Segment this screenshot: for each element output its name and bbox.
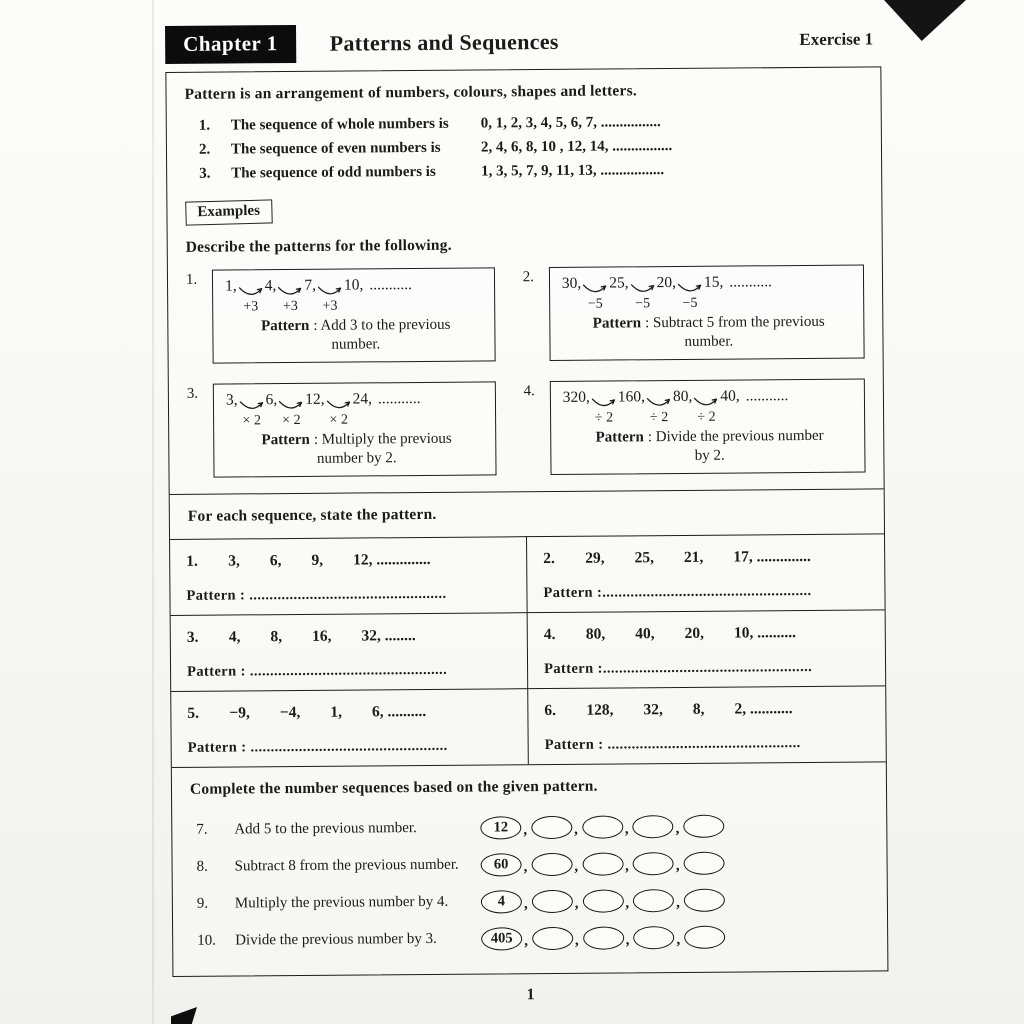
sequence-term: 3, [225,391,238,409]
sequence-term: 24, [352,390,373,408]
sequence-term: −9, [229,704,250,722]
start-value-oval [481,853,522,876]
example-number: 2. [522,269,535,286]
separator: , [574,821,578,838]
separator: , [625,858,629,875]
operation-label: −5 [587,296,603,312]
exercise-frame [165,66,888,977]
intro-item [185,112,863,136]
example-pattern [591,427,829,467]
question-number: 8. [196,858,208,875]
separator: , [676,894,680,912]
answer-oval [531,853,572,876]
arc-connector [239,400,265,428]
sequence-term: 4, [264,277,277,295]
item-label: The sequence of whole numbers is [230,115,449,134]
rule-text: Subtract 8 from the previous number. [234,856,459,875]
start-value: 4 [497,893,506,910]
example-sequence [226,389,487,428]
complete-item [190,807,868,849]
start-value: 60 [493,856,509,873]
example-item [524,379,866,476]
sequence-term: 320, [562,388,590,406]
question-cell [171,612,529,691]
complete-item [191,880,869,922]
pattern-description: : Subtract 5 from the previous number. [645,313,825,350]
answer-oval [532,890,573,913]
answer-ovals [481,889,725,914]
arrow-arc-icon [646,397,672,410]
arrow-arc-icon [239,400,265,413]
operation-label: +3 [322,298,338,314]
answer-oval [532,927,573,950]
sequence-term: 10, [343,276,364,294]
rule-text: Add 5 to the previous number. [234,820,417,838]
chapter-badge: Chapter 1 [165,25,296,64]
sequence-term: 17, .............. [733,547,811,566]
sequence-term: 40, [635,625,655,643]
arc-connector [238,286,264,314]
complete-section [172,761,888,976]
pattern-answer-line: Pattern :.................................................... [543,582,812,602]
sequence-term: 1, [224,277,237,295]
answer-oval [684,926,725,949]
sequence-term: 12, [305,390,325,408]
answer-oval [582,852,623,875]
start-value-oval [480,816,521,839]
start-value-oval [481,890,522,913]
sequence-term: 16, [311,627,332,645]
arrow-arc-icon [677,283,703,296]
sequence-term: 12, .............. [353,550,431,569]
scan-corner-artifact [884,0,966,41]
example-pattern [237,316,475,356]
rule-text: Multiply the previous number by 4. [234,893,449,912]
question-cell [527,533,885,612]
question-cell [170,536,528,615]
sequence-term: 21, [683,548,704,566]
question-number: 7. [196,821,208,838]
sequence-term: 25, [634,549,655,567]
pattern-description: : Multiply the previous number by 2. [313,430,452,467]
example-pattern [590,313,828,353]
pattern-answer-line: Pattern : ................................................ [544,735,801,754]
question-cell [528,609,886,688]
sequence-term: 32, ........ [361,627,416,645]
sequence-ellipsis: ........... [745,387,789,405]
example-item [187,381,496,477]
arc-connector [582,284,608,312]
arc-connector [277,286,303,314]
arrow-arc-icon [317,286,343,299]
question-number: 10. [197,932,216,949]
answer-ovals [480,815,724,840]
separator: , [625,895,630,912]
operation-label: +3 [282,298,298,315]
answer-oval [582,815,623,838]
sequence-term: 10, .......... [733,624,796,642]
item-label: The sequence of even numbers is [230,139,441,158]
pattern-word: Pattern [592,315,642,332]
arrow-arc-icon [630,283,656,296]
separator: , [523,859,528,876]
sequence-term: 29, [585,549,605,567]
operation-label: −5 [635,296,651,312]
question-sequence [543,547,870,568]
example-sequence [563,387,857,426]
operation-label: ÷ 2 [594,410,614,426]
example-item [523,265,865,362]
arc-connector [317,286,343,314]
intro-item [185,160,863,184]
start-value: 405 [490,930,513,947]
intro-section [166,67,881,191]
answer-oval [583,926,624,949]
arc-connector [646,397,672,425]
sequence-term: 8, [692,700,705,718]
separator: , [523,822,528,839]
separator: , [676,931,681,949]
example-pattern [238,430,476,470]
answer-oval [683,815,724,838]
question-sequence [187,626,513,647]
separator: , [625,932,630,949]
page-title: Patterns and Sequences [329,28,559,56]
answer-oval [632,815,673,838]
pattern-definition: Pattern is an arrangement of numbers, colours, shapes and letters. [184,82,637,103]
pattern-word: Pattern [260,317,310,335]
example-box [212,267,495,363]
example-box [213,381,496,477]
arc-connector [693,397,719,425]
item-sequence: 2, 4, 6, 8, 10 , 12, 14, ................ [480,138,673,156]
examples-instruction: Describe the patterns for the following. [185,236,452,256]
scan-bottom-artifact [171,1007,197,1024]
sequence-term: 3, [228,552,240,570]
pattern-description: : Divide the previous number by 2. [647,427,824,464]
arrow-arc-icon [326,400,352,413]
question-cell [171,688,529,767]
answer-oval [633,926,674,949]
sequence-term: 6, [265,391,278,409]
start-value-oval [481,927,522,950]
pattern-answer-line: Pattern : ................................................. [187,737,448,756]
operation-label: × 2 [282,412,301,429]
item-number: 2. [198,141,211,158]
example-box [549,265,865,361]
item-label: The sequence of odd numbers is [231,163,436,182]
operation-label: ÷ 2 [649,410,669,426]
arrow-arc-icon [278,400,304,413]
sequence-term: 2, ........... [734,700,793,718]
sequence-term: 160, [617,388,645,406]
operation-label: × 2 [242,413,261,429]
answer-ovals [481,852,725,877]
state-pattern-grid [170,533,886,767]
separator: , [574,932,579,949]
arrow-arc-icon [582,284,608,297]
arrow-arc-icon [693,397,719,410]
separator: , [574,858,579,875]
page-edge-shadow [152,0,155,1024]
sequence-term: 8, [270,628,283,646]
question-number: 9. [196,895,209,912]
answer-oval [582,889,623,912]
question-number: 2. [543,549,555,568]
question-number: 3. [186,628,199,646]
question-number: 4. [543,625,556,644]
item-number: 3. [199,165,211,182]
answer-oval [684,889,725,912]
operation-label: +3 [243,299,259,315]
pattern-word: Pattern [595,429,644,446]
separator: , [523,896,528,913]
sequence-term: 20, [684,624,704,642]
example-item [186,267,495,363]
example-sequence [225,275,486,314]
answer-oval [531,816,572,839]
examples-grid [186,265,866,478]
sequence-term: 32, [643,701,663,719]
page-number: 1 [526,986,535,1004]
item-sequence: 0, 1, 2, 3, 4, 5, 6, 7, ................ [480,114,661,132]
sequence-term: 15, [703,273,724,291]
pattern-answer-line: Pattern : ................................................. [186,585,447,604]
arrow-arc-icon [277,286,303,299]
rule-text: Divide the previous number by 3. [235,930,437,949]
start-value: 12 [493,819,509,836]
example-number: 3. [186,385,199,402]
answer-oval [633,852,674,875]
state-pattern-section [170,488,886,767]
example-number: 1. [185,271,198,288]
sequence-term: 40, [720,387,740,405]
sequence-term: 9, [311,551,324,569]
question-number: 1. [186,552,198,570]
item-number: 1. [198,117,211,134]
answer-ovals [481,926,725,951]
page-header [165,20,881,72]
sequence-term: 80, [672,387,693,406]
separator: , [675,857,680,875]
question-sequence [186,550,512,571]
example-sequence [562,273,856,312]
examples-section [167,185,883,494]
workbook-page [165,20,889,1007]
complete-item [191,917,869,959]
sequence-term: 1, [330,703,343,721]
state-pattern-instruction: For each sequence, state the pattern. [187,505,437,525]
sequence-ellipsis: ........... [729,273,772,291]
intro-item [185,136,863,160]
question-sequence [544,623,871,644]
example-number: 4. [523,383,535,400]
sequence-term: 6, .......... [371,702,427,721]
question-number: 6. [544,701,557,720]
pattern-answer-line: Pattern : ................................................. [187,661,448,680]
item-sequence: 1, 3, 5, 7, 9, 11, 13, ................. [481,162,665,180]
operation-label: × 2 [329,412,348,428]
separator: , [624,821,629,838]
complete-instruction: Complete the number sequences based on the given pattern. [189,777,598,798]
sequence-term: 25, [609,274,629,292]
pattern-answer-line: Pattern :.................................................... [543,658,813,678]
sequence-term: 6, [269,552,282,570]
sequence-term: 80, [585,625,606,643]
operation-label: −5 [682,295,698,311]
question-sequence [187,702,513,723]
arrow-arc-icon [591,397,617,410]
sequence-term: 4, [228,628,241,646]
example-box [550,379,866,475]
arc-connector [591,397,617,425]
arc-connector [677,283,703,311]
question-number: 5. [187,704,200,722]
question-cell [528,685,886,764]
sequence-term: −4, [279,703,301,722]
pattern-word: Pattern [261,431,310,449]
pattern-description: : Add 3 to the previous number. [313,316,451,353]
sequence-ellipsis: ........... [369,276,412,294]
separator: , [675,820,680,838]
sequence-term: 128, [586,701,614,719]
arc-connector [278,400,304,428]
question-sequence [544,699,871,720]
arrow-arc-icon [238,286,264,299]
sequence-term: 30, [561,274,582,292]
examples-tag: Examples [185,199,272,225]
exercise-label: Exercise 1 [799,29,874,50]
answer-oval [684,852,725,875]
arc-connector [630,283,656,311]
sequence-term: 20, [656,273,676,292]
separator: , [574,895,579,912]
sequence-term: 7, [304,276,316,294]
separator: , [524,933,529,950]
complete-item [190,844,868,886]
sequence-ellipsis: ........... [377,390,421,408]
arc-connector [326,400,352,428]
operation-label: ÷ 2 [697,409,716,425]
answer-oval [633,889,674,912]
